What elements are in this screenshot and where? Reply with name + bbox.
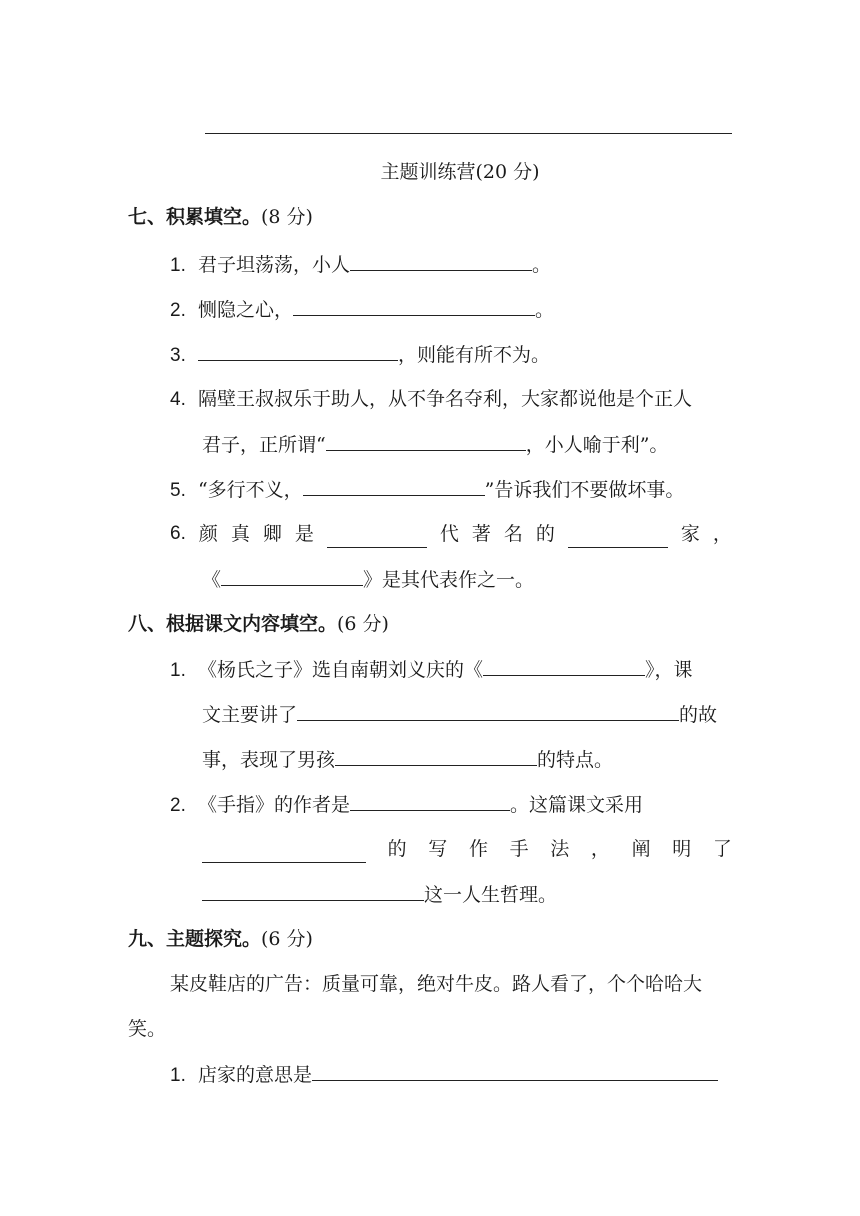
question-char: 代 xyxy=(439,523,459,545)
s7-question-4-line2 xyxy=(202,430,668,459)
answer-blank[interactable] xyxy=(293,295,535,316)
question-char: 名 xyxy=(503,523,523,545)
answer-blank[interactable] xyxy=(327,527,427,548)
question-text: ，则能有所不为。 xyxy=(397,344,550,366)
question-char: 真 xyxy=(230,523,250,545)
question-text: 。 xyxy=(531,254,551,276)
question-number: 1. xyxy=(170,660,186,681)
question-char: 手 xyxy=(509,838,529,860)
question-text: “多行不义， xyxy=(197,479,303,501)
answer-blank[interactable] xyxy=(202,842,366,863)
question-number: 1. xyxy=(170,1065,186,1086)
question-text: 。 xyxy=(534,299,554,321)
question-text: 《手指》的作者是 xyxy=(197,794,350,816)
question-text: 这一人生哲理。 xyxy=(424,884,558,906)
question-char: 家 xyxy=(680,523,700,545)
question-char: 了 xyxy=(712,838,732,860)
section-9-title: 九、主题探究。 xyxy=(128,928,262,950)
section-7-heading xyxy=(128,203,313,231)
answer-blank[interactable] xyxy=(568,527,668,548)
question-char: 作 xyxy=(468,838,488,860)
question-number: 6. xyxy=(170,523,186,544)
answer-blank[interactable] xyxy=(303,475,485,496)
s8-question-2-line3 xyxy=(202,880,557,909)
question-text: ，小人喻于利”。 xyxy=(525,434,669,456)
s8-question-1-line1 xyxy=(170,655,692,685)
question-number: 2. xyxy=(170,300,186,321)
answer-blank[interactable] xyxy=(335,745,537,766)
answer-blank[interactable] xyxy=(350,790,510,811)
question-char: ， xyxy=(590,838,610,860)
question-text: 隔壁王叔叔乐于助人，从不争名夺利，大家都说他是个正人 xyxy=(197,388,692,410)
s7-question-4-line1 xyxy=(170,385,692,414)
question-text: 文主要讲了 xyxy=(202,704,298,726)
s9-paragraph-line2: 笑。 xyxy=(128,1018,167,1040)
section-9-score: (6 分) xyxy=(261,928,313,950)
question-char: 法 xyxy=(550,838,570,860)
question-char: 著 xyxy=(471,523,491,545)
question-char: ， xyxy=(712,523,732,545)
question-number: 4. xyxy=(170,389,186,410)
s7-question-3 xyxy=(170,340,550,370)
question-text: 》是其代表作之一。 xyxy=(363,569,535,591)
s7-question-6-line2 xyxy=(202,565,534,594)
question-text: 的特点。 xyxy=(537,749,614,771)
section-8-heading xyxy=(128,610,389,638)
answer-blank[interactable] xyxy=(483,655,645,676)
question-text: 事，表现了男孩 xyxy=(202,749,336,771)
question-char: 的 xyxy=(387,838,407,860)
answer-blank[interactable] xyxy=(350,250,532,271)
s8-question-1-line3 xyxy=(202,745,613,774)
section-9-heading xyxy=(128,925,313,953)
s8-question-2-line1 xyxy=(170,790,643,820)
question-text: 《 xyxy=(202,569,222,591)
question-char: 写 xyxy=(428,838,448,860)
section-8-score: (6 分) xyxy=(337,613,389,635)
question-char: 的 xyxy=(535,523,555,545)
s7-question-1 xyxy=(170,250,551,280)
section-7-title: 七、积累填空。 xyxy=(128,206,262,228)
question-char: 是 xyxy=(294,523,314,545)
answer-blank[interactable] xyxy=(221,565,363,586)
question-text: 恻隐之心， xyxy=(197,299,293,321)
answer-blank[interactable] xyxy=(312,1060,718,1081)
question-text: 君子，正所谓“ xyxy=(202,434,326,456)
s8-question-1-line2 xyxy=(202,700,717,729)
s7-question-6-line1 xyxy=(170,520,732,548)
s9-paragraph-line1: 某皮鞋店的广告：质量可靠，绝对牛皮。路人看了，个个哈哈大 xyxy=(170,973,703,995)
question-number: 1. xyxy=(170,255,186,276)
question-text: ”告诉我们不要做坏事。 xyxy=(484,479,685,501)
s9-question-1 xyxy=(170,1060,718,1090)
question-text: 的故 xyxy=(679,704,718,726)
section-7-score: (8 分) xyxy=(261,206,313,228)
section-title: 主题训练营(20 分) xyxy=(380,161,540,183)
s8-question-2-line2 xyxy=(202,835,732,863)
question-number: 3. xyxy=(170,345,186,366)
question-number: 5. xyxy=(170,480,186,501)
question-number: 2. xyxy=(170,795,186,816)
section-8-title: 八、根据课文内容填空。 xyxy=(128,613,338,635)
question-text: 》，课 xyxy=(644,659,693,681)
question-text: 君子坦荡荡，小人 xyxy=(197,254,350,276)
answer-blank[interactable] xyxy=(297,700,679,721)
s7-question-5 xyxy=(170,475,684,505)
answer-blank[interactable] xyxy=(202,880,424,901)
question-char: 卿 xyxy=(262,523,282,545)
top-rule xyxy=(205,133,732,134)
s7-question-2 xyxy=(170,295,554,325)
question-text: 。这篇课文采用 xyxy=(509,794,643,816)
question-char: 颜 xyxy=(198,523,218,545)
question-text: 店家的意思是 xyxy=(197,1064,312,1086)
answer-blank[interactable] xyxy=(326,430,526,451)
question-char: 明 xyxy=(672,838,692,860)
question-char: 阐 xyxy=(631,838,651,860)
answer-blank[interactable] xyxy=(198,340,398,361)
question-text: 《杨氏之子》选自南朝刘义庆的《 xyxy=(197,659,483,681)
